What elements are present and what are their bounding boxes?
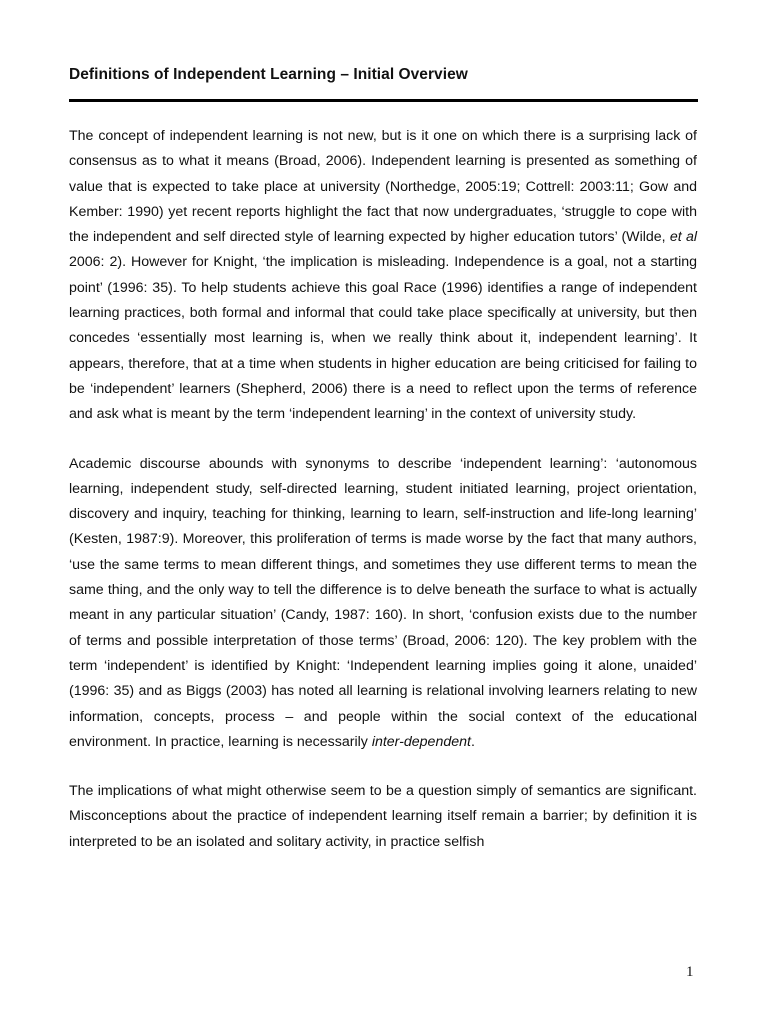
document-title: Definitions of Independent Learning – Initial Overview: [69, 66, 468, 83]
paragraph-3-text: The implications of what might otherwise seem to be a question simply of semantics are significant. Misconceptions about the practice of independent learning itself remain a barrier; by definition it is interpreted to be an isolated and solitary activity, in practice selfish: [69, 783, 697, 850]
document-body: [69, 124, 697, 879]
paragraph-1-italic-et-al: et al: [669, 229, 697, 246]
paragraph-2-italic-inter-dependent: inter-dependent: [371, 733, 471, 750]
paragraph-3: [69, 779, 697, 855]
paragraph-1-text-b: 2006: 2). However for Knight, ‘the implication is misleading. Independence is a goal, not a starting point’ (1996: 35). To help students achieve this goal Race (1996) identifies a range of independent learning practices, both formal and informal that could take place specifically at university, but then concedes ‘essentially most learning is, when we really think about it, independent learning’. It appears, therefore, that at a time when students in higher education are being criticised for failing to be ‘independent’ learners (Shepherd, 2006) there is a need to reflect upon the terms of reference and ask what is meant by the term ‘independent learning’ in the context of university study.: [69, 254, 697, 423]
title-underline-rule: [69, 99, 698, 102]
paragraph-2-text-b: .: [470, 733, 475, 750]
paragraph-2: [69, 452, 697, 756]
paragraph-1-text-a: The concept of independent learning is not new, but is it one on which there is a surprising lack of consensus as to what it means (Broad, 2006). Independent learning is presented as something of value that is expected to take place at university (Northedge, 2005:19; Cottrell: 2003:11; Gow and Kember: 1990) yet recent reports highlight the fact that now undergraduates, ‘struggle to cope with the independent and self directed style of learning expected by higher education tutors’ (Wilde,: [69, 128, 697, 246]
paragraph-2-text-a: Academic discourse abounds with synonyms to describe ‘independent learning’: ‘autonomous learning, independent study, self-directed learning, student initiated learning, project orientation, discovery and inquiry, teaching for thinking, learning to learn, self-instruction and life-long learning’ (Kesten, 1987:9). Moreover, this proliferation of terms is made worse by the fact that many authors, ‘use the same terms to mean different things, and sometimes they use different terms to mean the same thing, and the only way to tell the difference is to delve beneath the surface to what is actually meant in any particular situation’ (Candy, 1987: 160). In short, ‘confusion exists due to the number of terms and possible interpretation of those terms’ (Broad, 2006: 120). The key problem with the term ‘independent’ is identified by Knight: ‘Independent learning implies going it alone, unaided’ (1996: 35) and as Biggs (2003) has noted all learning is relational involving learners relating to new information, concepts, process – and people within the social context of the educational environment. In practice, learning is necessarily: [69, 455, 697, 750]
paragraph-1: [69, 124, 697, 428]
page-number: 1: [686, 964, 694, 980]
